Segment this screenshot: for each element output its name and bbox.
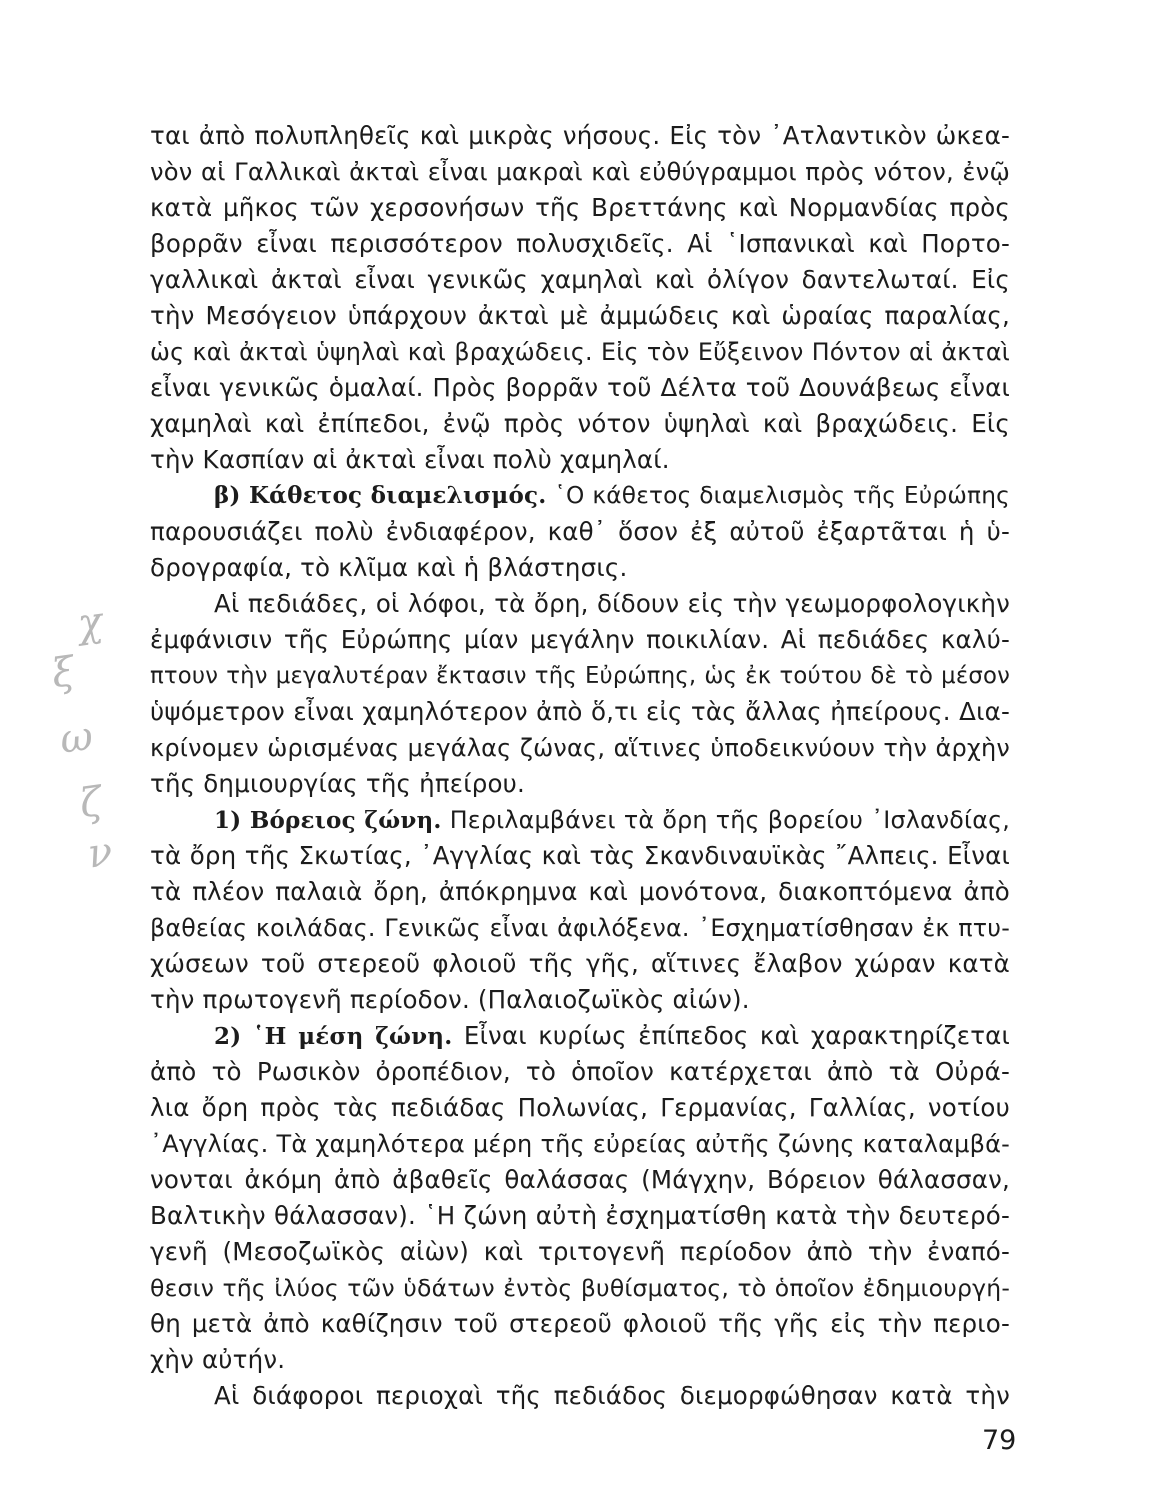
text-line: θεσιν τῆς ἰλύος τῶν ὑδάτων ἐντὸς βυθίσματος, τὸ ὁποῖον ἐδημιουργή- [150,1274,1010,1302]
handwritten-margin-note: χ [74,598,106,648]
text-line: ἐμφάνισιν τῆς Εὐρώπης μίαν μεγάλην ποικιλίαν. Αἱ πεδιάδες καλύ- [150,625,1010,654]
text-line: εἶναι γενικῶς ὁμαλαί. Πρὸς βορρᾶν τοῦ Δέλτα τοῦ Δουνάβεως εἶναι [150,373,1010,402]
handwritten-margin-note: ξ [48,648,78,698]
text-line: ἀπὸ τὸ Ρωσικὸν ὀροπέδιον, τὸ ὁποῖον κατέρχεται ἀπὸ τὰ Οὐρά- [150,1057,1010,1086]
zone-text: Εἶναι κυρίως ἐπίπεδος καὶ χαρακτηρίζεται [463,1021,1010,1050]
section-heading: β) Κάθετος διαμελισμός. [214,482,547,509]
zone-heading-line [214,1018,1010,1054]
text-line: νὸν αἱ Γαλλικαὶ ἀκταὶ εἶναι μακραὶ καὶ εὐθύγραμμοι πρὸς νότον, ἐνῷ [150,157,1010,186]
zone-heading-line [214,802,1010,838]
text-line: κατὰ μῆκος τῶν χερσονήσων τῆς Βρεττάνης καὶ Νορμανδίας πρὸς [150,193,1010,222]
text-line: νονται ἀκόμη ἀπὸ ἀβαθεῖς θαλάσσας (Μάγχην, Βόρειον θάλασσαν, [150,1165,1010,1194]
text-line: παρουσιάζει πολὺ ἐνδιαφέρον, καθ᾿ ὅσον ἐξ αὐτοῦ ἐξαρτᾶται ἡ ὑ- [150,517,1010,546]
text-line: θη μετὰ ἀπὸ καθίζησιν τοῦ στερεοῦ φλοιοῦ τῆς γῆς εἰς τὴν περιο- [150,1309,1010,1338]
zone-text: Περιλαμβάνει τὰ ὄρη τῆς βορείου ᾿Ισλανδίας, [449,806,1011,834]
text-line: ται ἀπὸ πολυπληθεῖς καὶ μικρὰς νήσους. Εἰς τὸν ᾿Ατλαντικὸν ὠκεα- [150,121,1010,150]
text-line: λια ὄρη πρὸς τὰς πεδιάδας Πολωνίας, Γερμανίας, Γαλλίας, νοτίου [150,1093,1010,1122]
text-line: τὴν πρωτογενῆ περίοδον. (Παλαιοζωϊκὸς αἰών). [150,985,750,1014]
text-line: χώσεων τοῦ στερεοῦ φλοιοῦ τῆς γῆς, αἵτινες ἔλαβον χώραν κατὰ [150,949,1010,978]
text-line: ᾿Αγγλίας. Τὰ χαμηλότερα μέρη τῆς εὐρείας αὐτῆς ζώνης καταλαμβά- [150,1130,1010,1158]
text-line: χαμηλαὶ καὶ ἐπίπεδοι, ἐνῷ πρὸς νότον ὑψηλαὶ καὶ βραχώδεις. Εἰς [150,409,1010,438]
zone-heading: 1) Βόρειος ζώνη. [214,807,442,834]
text-line: βαθείας κοιλάδας. Γενικῶς εἶναι ἀφιλόξενα. ᾿Εσχηματίσθησαν ἐκ πτυ- [150,914,1010,942]
text-line: τὰ ὄρη τῆς Σκωτίας, ᾿Αγγλίας καὶ τὰς Σκανδιναυϊκὰς ῎Αλπεις. Εἶναι [150,841,1010,870]
text-line: γαλλικαὶ ἀκταὶ εἶναι γενικῶς χαμηλαὶ καὶ ὀλίγον δαντελωταί. Εἰς [150,265,1010,294]
text-line: ὑψόμετρον εἶναι χαμηλότερον ἀπὸ ὅ,τι εἰς τὰς ἄλλας ἠπείρους. Δια- [150,697,1010,726]
text-line: ὡς καὶ ἀκταὶ ὑψηλαὶ καὶ βραχώδεις. Εἰς τὸν Εὔξεινον Πόντον αἱ ἀκταὶ [150,338,1010,366]
text-line: δρογραφία, τὸ κλῖμα καὶ ἡ βλάστησις. [150,553,628,582]
handwritten-margin-note: ν [84,828,116,878]
text-line: βορρᾶν εἶναι περισσότερον πολυσχιδεῖς. Αἱ ῾Ισπανικαὶ καὶ Πορτο- [150,229,1010,258]
text-line: γενῆ (Μεσοζωϊκὸς αἰὼν) καὶ τριτογενῆ περίοδον ἀπὸ τὴν ἐναπό- [150,1237,1010,1266]
section-text: ῾Ο κάθετος διαμελισμὸς τῆς Εὐρώπης [554,482,1010,509]
text-line: Αἱ διάφοροι περιοχαὶ τῆς πεδιάδος διεμορφώθησαν κατὰ τὴν [214,1381,1010,1410]
text-line: τὴν Κασπίαν αἱ ἀκταὶ εἶναι πολὺ χαμηλαί. [150,445,670,474]
text-line: Βαλτικὴν θάλασσαν). ῾Η ζώνη αὐτὴ ἐσχηματίσθη κατὰ τὴν δευτερό- [150,1201,1010,1230]
text-line: κρίνομεν ὡρισμένας μεγάλας ζώνας, αἵτινες ὑποδεικνύουν τὴν ἀρχὴν [150,734,1010,762]
text-line: πτουν τὴν μεγαλυτέραν ἔκτασιν τῆς Εὐρώπης, ὡς ἐκ τούτου δὲ τὸ μέσον [150,663,1010,689]
text-line: τὰ πλέον παλαιὰ ὄρη, ἀπόκρημνα καὶ μονότονα, διακοπτόμενα ἀπὸ [150,877,1010,906]
handwritten-margin-note: ω [56,712,96,764]
handwritten-margin-note: ζ [76,778,105,828]
zone-heading: 2) ῾Η μέση ζώνη. [214,1023,453,1050]
text-line: Αἱ πεδιάδες, οἱ λόφοι, τὰ ὄρη, δίδουν εἰς τὴν γεωμορφολογικὴν [214,589,1010,618]
section-heading-line [214,478,1010,514]
text-line: χὴν αὐτήν. [150,1345,286,1374]
text-line: τὴν Μεσόγειον ὑπάρχουν ἀκταὶ μὲ ἀμμώδεις καὶ ὡραίας παραλίας, [150,301,1010,330]
text-line: τῆς δημιουργίας τῆς ἠπείρου. [150,769,526,798]
page-number: 79 [982,1425,1017,1456]
